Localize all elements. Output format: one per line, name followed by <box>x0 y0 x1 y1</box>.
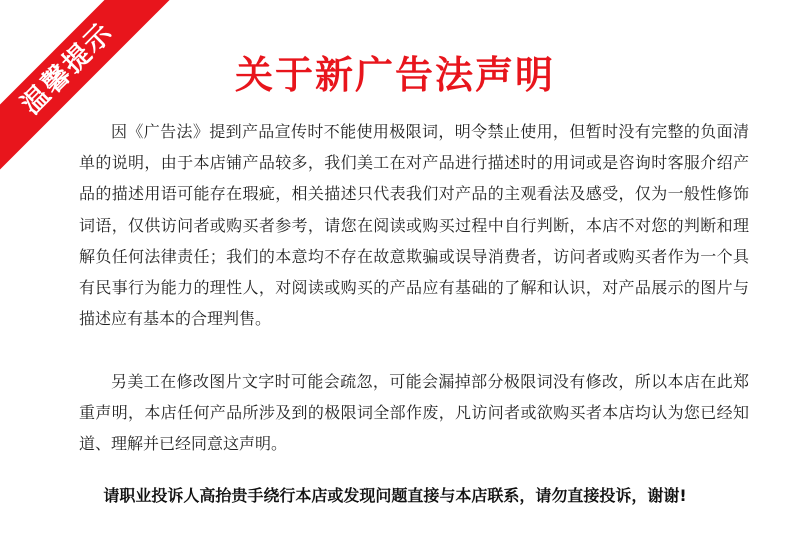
statement-paragraph-2: 另美工在修改图片文字时可能会疏忽，可能会漏掉部分极限词没有修改，所以本店在此郑重声明，本店任何产品所涉及到的极限词全部作废，凡访问者或欲购买者本店均认为您已经知道、理解并已经同意这声明。 <box>79 372 749 454</box>
ribbon-label: 温馨提示 <box>0 0 176 177</box>
closing-note: 请职业投诉人高抬贵手绕行本店或发现问题直接与本店联系，请勿直接投诉，谢谢! <box>103 486 687 505</box>
statement-paragraph-1: 因《广告法》提到产品宣传时不能使用极限词，明令禁止使用，但暂时没有完整的负面清单的说明，由于本店铺产品较多，我们美工在对产品进行描述时的用词或是咨询时客服介绍产品的描述用语可能存在瑕疵，相关描述只代表我们对产品的主观看法及感受，仅为一般性修饰词语，仅供访问者或购买者参考，请您在阅读或购买过程中自行判断，本店不对您的判断和理解负任何法律责任；我们的本意均不存在故意欺骗或误导消费者，访问者或购买者作为一个具有民事行为能力的理性人，对阅读或购买的产品应有基础的了解和认识，对产品展示的图片与描述应有基本的合理判售。 <box>79 122 749 329</box>
page-title: 关于新广告法声明 <box>234 53 555 97</box>
